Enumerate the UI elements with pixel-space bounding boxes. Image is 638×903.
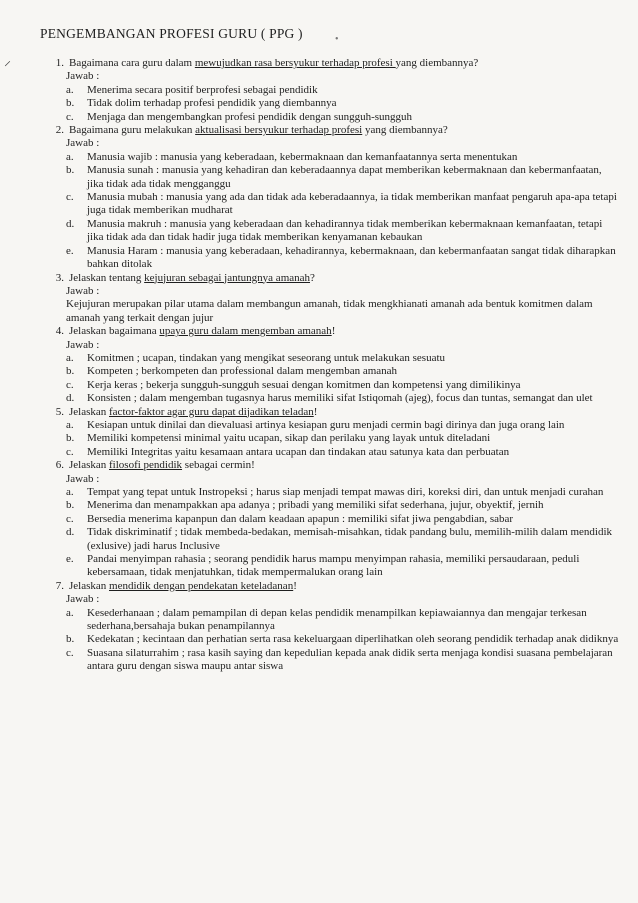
answer-item-letter: d. [66, 392, 75, 405]
question-text-lead: Jelaskan bagaimana [69, 325, 160, 338]
answer-item-letter: a. [66, 351, 74, 364]
answer-item-letter: b. [66, 365, 75, 378]
answer-item-letter: c. [66, 378, 74, 391]
question-number: 6. [55, 459, 64, 472]
answer-item-text: Tidak diskriminatif ; tidak membeda-bedakan, memisah-misahkan, tidak pandang bulu, memilih-milih dalam mendidik (exlusive) jadi harus Inclusive [87, 526, 613, 552]
answer-item-text: Manusia makruh : manusia yang keberadaan dan kehadirannya tidak memberikan kebermaknaan kemanfaatan, tetapi jika tidak ada dan tidak hadir juga tidak memberikan kenyamanan kebaukan [87, 217, 603, 244]
question-text-underlined: factor-faktor agar guru dapat dijadikan teladan [109, 405, 314, 418]
answer-item-letter: b. [66, 499, 75, 512]
answer-item [20, 111, 620, 124]
answer-item-text: Konsisten ; dalam mengemban tugasnya harus memiliki sifat Istiqomah (ajeg), focus dan tuntas, semangat dan ulet [87, 392, 593, 405]
question-text-underlined: upaya guru dalam mengemban amanah [159, 325, 332, 338]
question-text-tail: yang diembannya? [362, 124, 448, 137]
question-text-lead: Jelaskan [69, 405, 110, 418]
question-text [69, 57, 620, 70]
question-text-lead: Jelaskan [69, 579, 110, 592]
answer-item-letter: a. [66, 606, 74, 619]
answer-item-text: Suasana silaturrahim ; rasa kasih saying dan kepedulian kepada anak didik serta menjaga kondisi suasana pembelajaran antara guru dengan siswa maupu antar siswa [87, 646, 613, 673]
question-text-underlined: mendidik dengan pendekatan keteladanan [109, 579, 294, 592]
answer-item-letter: b. [66, 164, 75, 177]
question-6 [20, 459, 620, 472]
question-text [69, 325, 620, 338]
question-number: 5. [55, 405, 64, 418]
answer-item [20, 245, 620, 272]
question-1 [20, 57, 620, 70]
answer-label: Jawab : [66, 137, 100, 150]
question-text-underlined: kejujuran sebagai jantungnya amanah [144, 271, 311, 284]
answer-item [20, 486, 620, 499]
document-title: PENGEMBANGAN PROFESI GURU ( PPG ) [40, 26, 303, 41]
question-text-underlined: aktualisasi bersyukur terhadap profesi [195, 124, 363, 137]
answer-item-text: Menerima secara positif berprofesi sebagai pendidik [87, 83, 318, 96]
question-text-tail: ! [293, 579, 297, 592]
answer-item [20, 392, 620, 405]
answer-item-text: Manusia mubah : manusia yang ada dan tidak ada keberadaannya, ia tidak memberikan manfaat pengaruh apa-apa tetapi juga tidak memberikan mudharat [87, 191, 617, 217]
answer-paragraph: Kejujuran merupakan pilar utama dalam membangun amanah, tidak mengkhianati amanah ada bentuk komitmen dalam amanah yang terkait dengan jujur [66, 298, 593, 324]
answer-item [20, 379, 620, 392]
question-text-tail: ! [331, 325, 336, 338]
answer-item-text: Menjaga dan mengembangkan profesi pendidik dengan sungguh-sungguh [87, 110, 413, 123]
question-text [69, 272, 620, 285]
question-text-underlined: filosofi pendidik [109, 459, 183, 472]
answer-item-letter: b. [66, 97, 75, 110]
scan-speck: • [335, 34, 339, 45]
answer-label: Jawab : [66, 338, 100, 351]
answer-item [20, 151, 620, 164]
question-text-lead: Jelaskan tentang [69, 271, 145, 284]
answer-item-letter: c. [66, 110, 74, 123]
answer-label: Jawab : [66, 70, 100, 83]
answer-label: Jawab : [66, 284, 100, 297]
answer-item-text: Manusia Haram : manusia yang keberadaan, kehadirannya, kebermaknaan, dan kebermanfaatan sangat tidak diharapkan bahkan ditolak [87, 244, 616, 271]
answer-item-text: Kompeten ; berkompeten dan professional dalam mengemban amanah [87, 365, 398, 378]
question-number: 4. [55, 325, 64, 338]
answer-item-text: Tidak dolim terhadap profesi pendidik yang diembannya [87, 97, 337, 110]
answer-item-text: Tempat yang tepat untuk Instropeksi ; harus siap menjadi tempat mawas diri, koreksi diri, dan untuk menjadi curahan [87, 486, 604, 498]
answer-item [20, 365, 620, 378]
answer-item-text: Menerima dan menampakkan apa adanya ; pribadi yang memiliki sifat sederhana, jujur, obyektif, jernih [87, 499, 544, 512]
question-text-lead: Bagaimana cara guru dalam [69, 57, 195, 69]
answer-item-text: Komitmen ; ucapan, tindakan yang mengikat seseorang untuk melakukan sesuatu [87, 351, 446, 364]
answer-item-text: Kesiapan untuk dinilai dan dievaluasi artinya kesiapan guru menjadi cermin bagi dirinya dan juga orang lain [87, 418, 565, 431]
answer-label: Jawab : [66, 472, 100, 485]
answer-item-text: Memiliki Integritas yaitu kesamaan antara ucapan dan tindakan atau satunya kata dan perbuatan [87, 445, 510, 458]
question-text-tail: sebagai cermin! [182, 459, 255, 472]
question-text-lead: Jelaskan [69, 459, 110, 472]
answer-label: Jawab : [66, 593, 100, 606]
answer-item [20, 513, 620, 526]
answer-item-text: Memiliki kompetensi minimal yaitu ucapan, sikap dan perilaku yang layak untuk diteladani [87, 432, 491, 445]
answer-item [20, 218, 620, 245]
question-text [69, 459, 620, 472]
answer-item-letter: a. [66, 486, 74, 498]
answer-item [20, 499, 620, 512]
answer-item-text: Pandai menyimpan rahasia ; seorang pendidik harus mampu menyimpan rahasia, memiliki persaudaraan, peduli kebersamaan, tidak menjatuhkan, tidak mempermalukan orang lain [87, 553, 580, 579]
answer-item-letter: c. [66, 512, 74, 525]
answer-item [20, 647, 620, 674]
question-text-tail: ? [310, 271, 315, 284]
answer-item-letter: a. [66, 150, 74, 163]
answer-item [20, 633, 620, 646]
answer-item-letter: b. [66, 432, 75, 445]
question-text-lead: Bagaimana guru melakukan [69, 124, 196, 137]
question-3 [20, 272, 620, 285]
margin-tick-mark: ⸍ [4, 60, 11, 75]
question-2 [20, 124, 620, 137]
answer-item [20, 84, 620, 97]
question-5 [20, 406, 620, 419]
answer-item-text: Bersedia menerima kapanpun dan dalam keadaan apapun : memiliki sifat jiwa pengabdian, sabar [87, 512, 514, 525]
answer-item [20, 446, 620, 459]
question-text [69, 406, 620, 419]
question-text-underlined: mewujudkan rasa bersyukur terhadap profesi [194, 57, 396, 69]
answer-item-letter: a. [66, 83, 74, 96]
answer-item-text: Manusia wajib : manusia yang keberadaan, kebermaknaan dan kemanfaatannya serta menentukan [87, 150, 518, 163]
question-text [69, 124, 620, 137]
answer-item-letter: e. [66, 553, 74, 566]
answer-item [20, 553, 620, 580]
question-list [20, 57, 620, 674]
answer-item-letter: a. [66, 418, 74, 431]
answer-item-letter: c. [66, 445, 74, 458]
question-number: 2. [55, 124, 64, 137]
question-7 [20, 580, 620, 593]
answer-item [20, 164, 620, 191]
answer-item [20, 607, 620, 634]
answer-item-text: Kedekatan ; kecintaan dan perhatian serta rasa kekeluargaan diperlihatkan oleh seorang pendidik terhadap anak didiknya [87, 633, 619, 646]
question-number: 7. [55, 579, 64, 592]
question-number: 3. [55, 271, 64, 284]
question-4 [20, 325, 620, 338]
answer-item [20, 526, 620, 553]
answer-item [20, 419, 620, 432]
answer-item [20, 97, 620, 110]
answer-item [20, 352, 620, 365]
question-text-tail: ! [313, 405, 318, 418]
answer-item-letter: c. [66, 191, 74, 204]
question-number: 1. [55, 57, 64, 69]
answer-item [20, 432, 620, 445]
answer-item-text: Kerja keras ; bekerja sungguh-sungguh sesuai dengan komitmen dan kompetensi yang dimilikinya [87, 378, 521, 391]
answer-item [20, 191, 620, 218]
answer-item-letter: c. [66, 646, 74, 659]
answer-item-letter: d. [66, 217, 75, 230]
answer-item-letter: e. [66, 244, 74, 257]
answer-item-text: Manusia sunah : manusia yang kehadiran dan keberadaannya dapat memberikan kebermaknaan dan kebermanfaatan, jika tidak ada tidak mengganggu [87, 164, 602, 190]
question-text-tail: yang diembannya? [395, 57, 479, 69]
answer-item-text: Kesederhanaan ; dalam pemampilan di depan kelas pendidik menampilkan kepiawaiannya dan mengajar terkesan sederhana,bersahaja bukan penampilannya [87, 606, 587, 633]
answer-item-letter: d. [66, 526, 75, 539]
answer-item-letter: b. [66, 633, 75, 646]
question-text [69, 580, 620, 593]
